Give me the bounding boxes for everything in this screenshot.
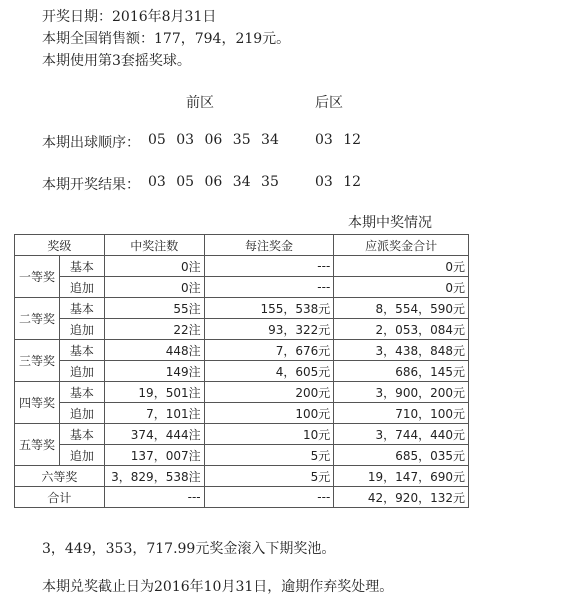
table-row xyxy=(15,319,469,340)
sub-cell: 基本 xyxy=(59,382,104,403)
ball-set: 本期使用第3套摇奖球。 xyxy=(42,53,191,69)
total-cell: 0元 xyxy=(334,277,469,298)
rollover-note: 3，449，353，717.99元奖金滚入下期奖池。 xyxy=(42,541,336,557)
table-row xyxy=(15,298,469,319)
count-cell: 0注 xyxy=(104,277,204,298)
total-cell: 685，035元 xyxy=(334,445,469,466)
prize-table xyxy=(14,234,469,508)
table-row xyxy=(15,277,469,298)
sub-cell: 基本 xyxy=(59,424,104,445)
sub-cell: 基本 xyxy=(59,340,104,361)
table-row xyxy=(15,445,469,466)
level-cell: 三等奖 xyxy=(15,340,60,382)
table-header-row xyxy=(15,235,469,256)
total-cell: 3，900，200元 xyxy=(334,382,469,403)
sales-amount: 本期全国销售额：177，794，219元。 xyxy=(42,31,291,47)
count-cell: 448注 xyxy=(104,340,204,361)
total-cell: 42，920，132元 xyxy=(334,487,469,508)
level-cell: 五等奖 xyxy=(15,424,60,466)
sub-cell: 追加 xyxy=(59,277,104,298)
result-front-numbers: 03 05 06 34 35 xyxy=(148,174,279,190)
total-cell: 710，100元 xyxy=(334,403,469,424)
count-cell: 0注 xyxy=(104,256,204,277)
count-cell: 19，501注 xyxy=(104,382,204,403)
sub-cell: 基本 xyxy=(59,256,104,277)
total-cell: 686，145元 xyxy=(334,361,469,382)
sub-cell: 追加 xyxy=(59,403,104,424)
level-cell: 一等奖 xyxy=(15,256,60,298)
total-cell: 8，554，590元 xyxy=(334,298,469,319)
prize-cell: 93，322元 xyxy=(204,319,334,340)
total-cell: 19，147，690元 xyxy=(334,466,469,487)
count-cell: --- xyxy=(104,487,204,508)
count-cell: 7，101注 xyxy=(104,403,204,424)
order-back-numbers: 03 12 xyxy=(315,132,362,148)
table-row xyxy=(15,361,469,382)
total-cell: 2，053，084元 xyxy=(334,319,469,340)
table-row xyxy=(15,382,469,403)
level-cell: 六等奖 xyxy=(15,466,105,487)
count-cell: 55注 xyxy=(104,298,204,319)
prize-cell: 155，538元 xyxy=(204,298,334,319)
table-row xyxy=(15,403,469,424)
prize-cell: --- xyxy=(204,277,334,298)
total-cell: 0元 xyxy=(334,256,469,277)
table-row-sum xyxy=(15,487,469,508)
sub-cell: 追加 xyxy=(59,319,104,340)
sub-cell: 追加 xyxy=(59,361,104,382)
prize-cell: 7，676元 xyxy=(204,340,334,361)
prize-cell: 100元 xyxy=(204,403,334,424)
result-back-numbers: 03 12 xyxy=(315,174,362,190)
draw-date: 开奖日期：2016年8月31日 xyxy=(42,9,217,25)
back-zone-header: 后区 xyxy=(315,95,343,111)
prize-table-caption: 本期中奖情况 xyxy=(348,215,432,231)
level-cell: 四等奖 xyxy=(15,382,60,424)
header-count: 中奖注数 xyxy=(104,235,204,256)
sub-cell: 基本 xyxy=(59,298,104,319)
header-level: 奖级 xyxy=(15,235,105,256)
prize-cell: --- xyxy=(204,487,334,508)
sub-cell: 追加 xyxy=(59,445,104,466)
level-cell: 二等奖 xyxy=(15,298,60,340)
prize-cell: 10元 xyxy=(204,424,334,445)
total-cell: 3，438，848元 xyxy=(334,340,469,361)
table-row xyxy=(15,340,469,361)
table-row-sixth xyxy=(15,466,469,487)
level-cell: 合计 xyxy=(15,487,105,508)
header-prize: 每注奖金 xyxy=(204,235,334,256)
prize-cell: 4，605元 xyxy=(204,361,334,382)
prize-cell: 5元 xyxy=(204,445,334,466)
deadline-note: 本期兑奖截止日为2016年10月31日，逾期作弃奖处理。 xyxy=(42,579,394,595)
result-label: 本期开奖结果： xyxy=(42,177,140,193)
prize-cell: --- xyxy=(204,256,334,277)
front-zone-header: 前区 xyxy=(186,95,214,111)
count-cell: 149注 xyxy=(104,361,204,382)
order-front-numbers: 05 03 06 35 34 xyxy=(148,132,279,148)
order-label: 本期出球顺序： xyxy=(42,135,140,151)
count-cell: 22注 xyxy=(104,319,204,340)
prize-cell: 200元 xyxy=(204,382,334,403)
count-cell: 3，829，538注 xyxy=(104,466,204,487)
count-cell: 374，444注 xyxy=(104,424,204,445)
prize-cell: 5元 xyxy=(204,466,334,487)
table-row xyxy=(15,424,469,445)
total-cell: 3，744，440元 xyxy=(334,424,469,445)
table-row xyxy=(15,256,469,277)
header-total: 应派奖金合计 xyxy=(334,235,469,256)
count-cell: 137，007注 xyxy=(104,445,204,466)
